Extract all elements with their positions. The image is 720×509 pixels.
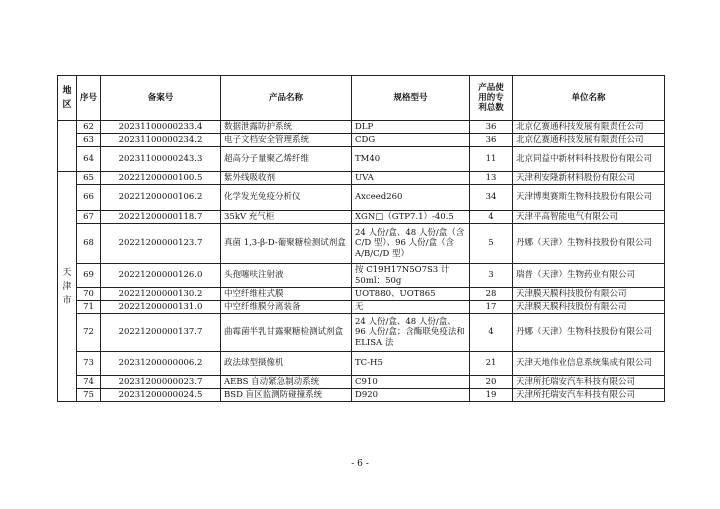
table-row (58, 147, 665, 172)
cell-filing: 20231200000024.5 (101, 389, 221, 402)
cell-seq: 70 (77, 288, 101, 301)
cell-product: 数据泄露防护系统 (221, 121, 352, 134)
cell-seq: 71 (77, 301, 101, 314)
cell-patents: 3 (470, 264, 513, 288)
cell-company: 北京亿赛通科技发展有限责任公司 (513, 134, 665, 147)
table-row (58, 288, 665, 301)
cell-seq: 67 (77, 211, 101, 224)
cell-filing: 20221200000123.7 (101, 224, 221, 264)
cell-product: 政法球型摄像机 (221, 352, 352, 376)
cell-patents: 36 (470, 134, 513, 147)
cell-model: TM40 (352, 147, 470, 172)
cell-product: 化学发光免疫分析仪 (221, 185, 352, 211)
cell-product: AEBS 自动紧急制动系统 (221, 376, 352, 389)
cell-seq: 63 (77, 134, 101, 147)
cell-model: 无 (352, 301, 470, 314)
cell-company: 北京亿赛通科技发展有限责任公司 (513, 121, 665, 134)
table-row (58, 389, 665, 402)
cell-patents: 11 (470, 147, 513, 172)
header-filing: 备案号 (101, 76, 221, 121)
cell-model: UOT880、UOT865 (352, 288, 470, 301)
cell-filing: 20221200000118.7 (101, 211, 221, 224)
cell-filing: 20231200000023.7 (101, 376, 221, 389)
cell-patents: 34 (470, 185, 513, 211)
header-product: 产品名称 (221, 76, 352, 121)
cell-product: 超高分子量聚乙烯纤维 (221, 147, 352, 172)
header-patents: 产品使用的专利总数 (470, 76, 513, 121)
region-cell-beijing (58, 121, 77, 172)
cell-patents: 5 (470, 224, 513, 264)
cell-model: C910 (352, 376, 470, 389)
cell-filing: 20221200000100.5 (101, 172, 221, 185)
cell-filing: 20221200000106.2 (101, 185, 221, 211)
table-row (58, 301, 665, 314)
cell-product: BSD 盲区监测防碰撞系统 (221, 389, 352, 402)
cell-patents: 13 (470, 172, 513, 185)
cell-product: 紫外线吸收剂 (221, 172, 352, 185)
cell-seq: 73 (77, 352, 101, 376)
cell-product: 35kV 充气柜 (221, 211, 352, 224)
cell-company: 天津天地伟业信息系统集成有限公司 (513, 352, 665, 376)
cell-filing: 20221200000130.2 (101, 288, 221, 301)
cell-seq: 64 (77, 147, 101, 172)
cell-model: 24 人份/盒、48 人份/盒、96 人份/盒；含酶联免疫法和 ELISA 法 (352, 314, 470, 352)
cell-company: 天津膜天膜科技股份有限公司 (513, 288, 665, 301)
cell-company: 瑞普（天津）生物药业有限公司 (513, 264, 665, 288)
cell-patents: 19 (470, 389, 513, 402)
cell-seq: 65 (77, 172, 101, 185)
table-row (58, 352, 665, 376)
cell-company: 天津平高智能电气有限公司 (513, 211, 665, 224)
cell-patents: 17 (470, 301, 513, 314)
cell-filing: 20231100000234.2 (101, 134, 221, 147)
cell-seq: 62 (77, 121, 101, 134)
cell-patents: 36 (470, 121, 513, 134)
cell-model: Axceed260 (352, 185, 470, 211)
cell-filing: 20221200000131.0 (101, 301, 221, 314)
cell-filing: 20231100000233.4 (101, 121, 221, 134)
cell-model: UVA (352, 172, 470, 185)
cell-patents: 4 (470, 211, 513, 224)
cell-filing: 20221200000126.0 (101, 264, 221, 288)
cell-company: 天津利安隆新材料股份有限公司 (513, 172, 665, 185)
table-row (58, 185, 665, 211)
cell-product: 中空纤维柱式膜 (221, 288, 352, 301)
cell-patents: 4 (470, 314, 513, 352)
cell-seq: 68 (77, 224, 101, 264)
cell-company: 天津膜天膜科技股份有限公司 (513, 301, 665, 314)
cell-patents: 28 (470, 288, 513, 301)
cell-filing: 20231100000243.3 (101, 147, 221, 172)
table-row (58, 314, 665, 352)
cell-company: 天津所托瑞安汽车科技有限公司 (513, 389, 665, 402)
table-row (58, 264, 665, 288)
cell-company: 北京同益中新材料科技股份有限公司 (513, 147, 665, 172)
cell-product: 电子文档安全管理系统 (221, 134, 352, 147)
header-seq: 序号 (77, 76, 101, 121)
cell-patents: 20 (470, 376, 513, 389)
cell-model: XGN□（GTP7.1）-40.5 (352, 211, 470, 224)
header-model: 规格型号 (352, 76, 470, 121)
cell-patents: 21 (470, 352, 513, 376)
table-row (58, 224, 665, 264)
header-region: 地区 (58, 76, 77, 121)
cell-seq: 75 (77, 389, 101, 402)
page-number: - 6 - (351, 459, 369, 469)
cell-product: 真菌 1,3-β-D-葡聚糖检测试剂盒 (221, 224, 352, 264)
cell-seq: 72 (77, 314, 101, 352)
cell-company: 丹娜（天津）生物科技股份有限公司 (513, 314, 665, 352)
cell-model: TC-H5 (352, 352, 470, 376)
cell-model: DLP (352, 121, 470, 134)
table-row (58, 172, 665, 185)
cell-seq: 66 (77, 185, 101, 211)
cell-product: 中空纤维膜分离装备 (221, 301, 352, 314)
table-row (58, 211, 665, 224)
table-row (58, 134, 665, 147)
header-row (58, 76, 665, 121)
table-row (58, 376, 665, 389)
cell-company: 天津所托瑞安汽车科技有限公司 (513, 376, 665, 389)
region-cell-tianjin: 天津市 (58, 172, 77, 402)
cell-filing: 20221200000137.7 (101, 314, 221, 352)
cell-company: 天津博奥赛斯生物科技股份有限公司 (513, 185, 665, 211)
cell-product: 曲霉菌半乳甘露聚糖检测试剂盒 (221, 314, 352, 352)
cell-model: 24 人份/盒、48 人份/盒（含 C/D 型）、96 人份/盒（含 A/B/C/D 型） (352, 224, 470, 264)
cell-model: CDG (352, 134, 470, 147)
cell-company: 丹娜（天津）生物科技股份有限公司 (513, 224, 665, 264)
table-row (58, 121, 665, 134)
cell-seq: 74 (77, 376, 101, 389)
registry-table (57, 75, 665, 402)
header-company: 单位名称 (513, 76, 665, 121)
cell-product: 头孢噻呋注射液 (221, 264, 352, 288)
cell-model: 按 C19H17N5O7S3 计 50ml：50g (352, 264, 470, 288)
cell-model: D920 (352, 389, 470, 402)
cell-filing: 20231200000006.2 (101, 352, 221, 376)
cell-seq: 69 (77, 264, 101, 288)
